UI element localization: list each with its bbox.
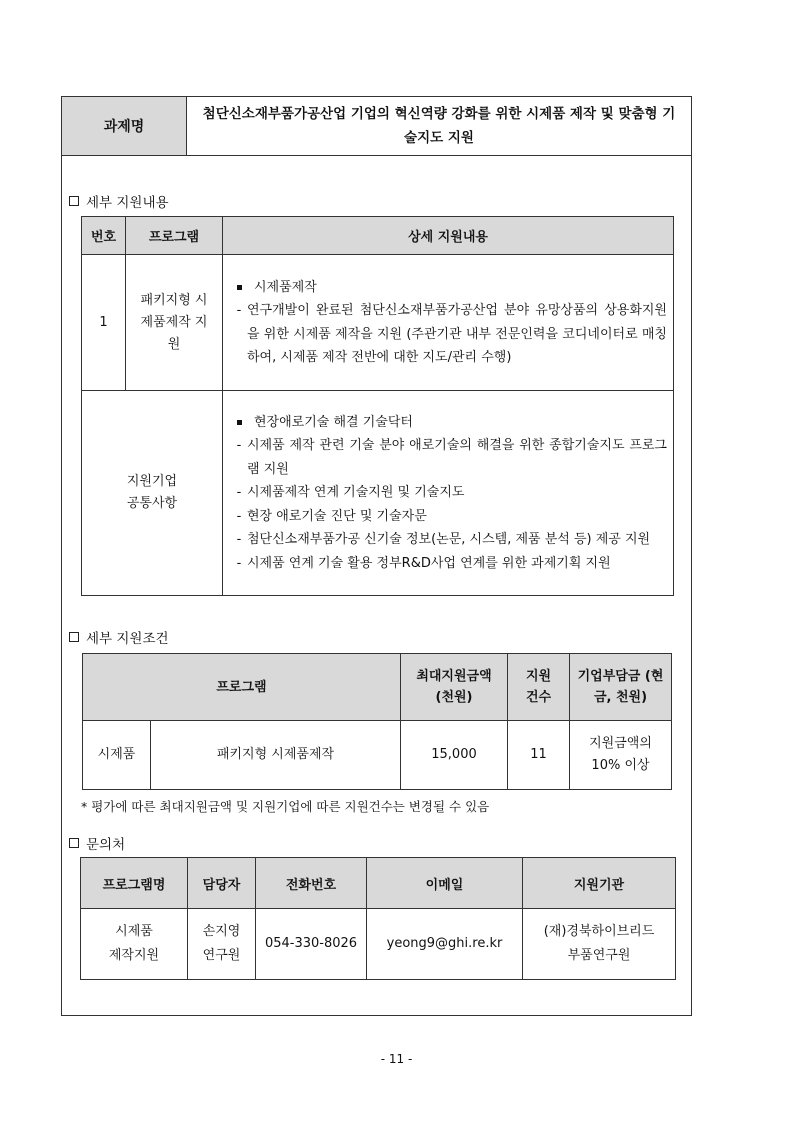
project-title: 첨단신소재부품가공산업 기업의 혁신역량 강화를 위한 시제품 제작 및 맞춤형 기술지도 지원: [202, 106, 676, 146]
list-item: - 시제품 제작 관련 기술 분야 애로기술의 해결을 위한 종합기술지도 프로그램 지원: [236, 438, 667, 477]
square-bullet-icon: [237, 420, 242, 425]
section-title: 세부 지원조건: [86, 631, 169, 647]
footnote: * 평가에 따른 최대지원금액 및 지원기업에 따른 지원건수는 변경될 수 있음: [81, 799, 490, 814]
row-number: 1: [82, 255, 126, 391]
table-row: [82, 391, 674, 596]
bullet-heading: 현장애로기술 해결 기술닥터: [231, 411, 667, 435]
list-item: - 연구개발이 완료된 첨단신소재부품가공산업 분야 유망상품의 상용화지원을 위한 시제품 제작을 지원 (주관기관 내부 전문인력을 코디네이터로 매칭하여, 시제품 제작 전반에 대한 지도/관리 수행): [236, 303, 667, 365]
phone-cell: 054-330-8026: [256, 909, 367, 980]
manager-cell: 손지영 연구원: [188, 909, 256, 980]
program-name: 지원기업 공통사항: [82, 391, 223, 596]
column-header: 프로그램: [126, 217, 223, 255]
list-item: - 첨단신소재부품가공 신기술 정보(논문, 시스템, 제품 분석 등) 제공 지원: [236, 532, 651, 548]
column-header: 기업부담금 (현금, 천원): [570, 654, 672, 721]
table-row: [82, 255, 674, 391]
organization-cell: (재)경북하이브리드 부품연구원: [523, 909, 676, 980]
section-support-content: [69, 191, 169, 211]
table-header-row: [81, 858, 676, 909]
column-header: 지원 건수: [508, 654, 570, 721]
column-header: 번호: [82, 217, 126, 255]
section-contact: [69, 833, 125, 853]
column-header: 지원기관: [523, 858, 676, 909]
burden-cell: 지원금액의 10% 이상: [570, 721, 672, 790]
checkbox-square-icon: [69, 632, 79, 642]
table-header-row: [83, 654, 672, 721]
project-header: [62, 97, 691, 156]
bullet-heading: 시제품제작: [231, 276, 667, 300]
max-amount-cell: 15,000: [401, 721, 508, 790]
square-bullet-icon: [237, 285, 242, 290]
table-row: [81, 909, 676, 980]
support-content-table: [81, 216, 674, 596]
column-header: 상세 지원내용: [223, 217, 674, 255]
section-support-conditions: [69, 627, 169, 647]
detail-cell: [223, 255, 674, 391]
checkbox-square-icon: [69, 196, 79, 206]
page-number: - 11 -: [380, 1052, 413, 1066]
column-header: 프로그램: [83, 654, 401, 721]
checkbox-square-icon: [69, 838, 79, 848]
category-cell: 시제품: [83, 721, 151, 790]
column-header: 최대지원금액 (천원): [401, 654, 508, 721]
column-header: 담당자: [188, 858, 256, 909]
column-header: 전화번호: [256, 858, 367, 909]
count-cell: 11: [508, 721, 570, 790]
support-conditions-table: [82, 653, 672, 790]
section-title: 문의처: [86, 837, 126, 853]
column-header: 프로그램명: [81, 858, 188, 909]
contact-table: [80, 857, 676, 980]
program-name: 패키지형 시제품제작 지원: [126, 255, 223, 391]
table-row: [83, 721, 672, 790]
email-link[interactable]: yeong9@ghi.re.kr: [367, 909, 523, 980]
list-item: - 현장 애로기술 진단 및 기술자문: [236, 508, 427, 524]
column-header: 이메일: [367, 858, 523, 909]
section-title: 세부 지원내용: [86, 195, 169, 211]
detail-cell: [223, 391, 674, 596]
project-label: 과제명: [62, 97, 187, 155]
list-item: - 시제품 연계 기술 활용 정부R&D사업 연계를 위한 과제기획 지원: [236, 555, 611, 571]
table-header-row: [82, 217, 674, 255]
program-cell: 시제품 제작지원: [81, 909, 188, 980]
program-cell: 패키지형 시제품제작: [151, 721, 401, 790]
list-item: - 시제품제작 연계 기술지원 및 기술지도: [236, 485, 465, 501]
